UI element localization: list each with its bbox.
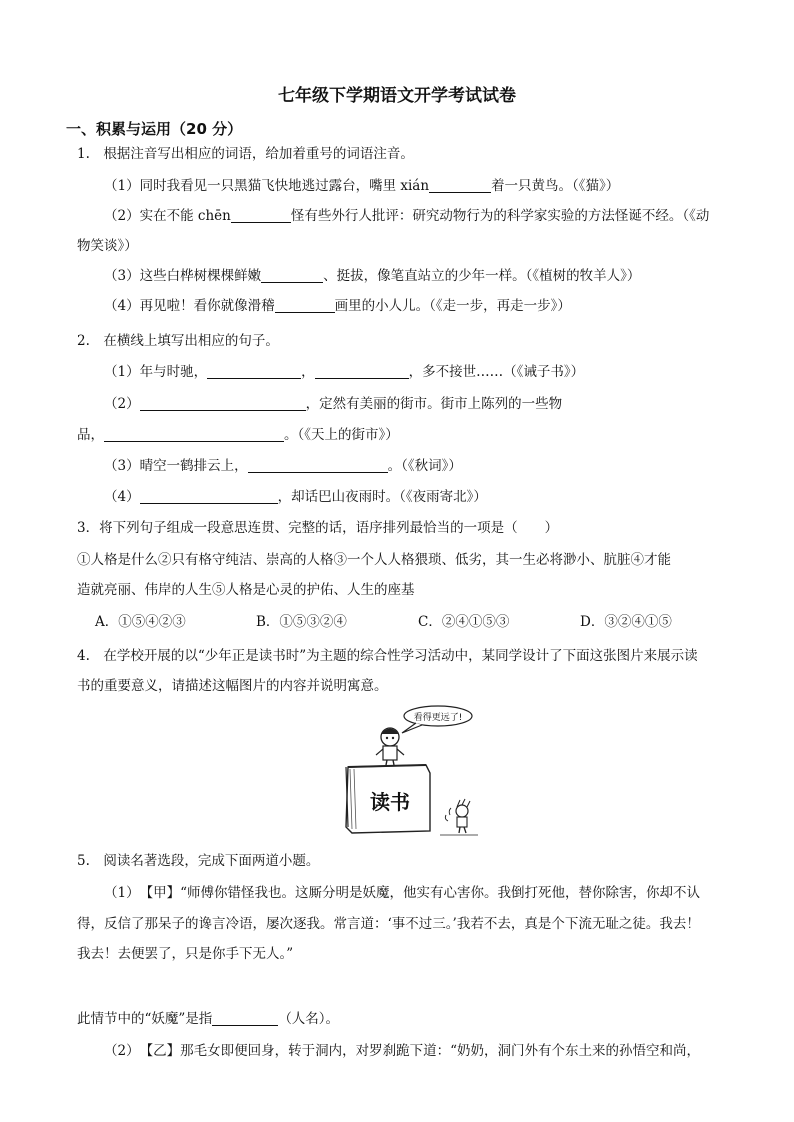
q2-item-1-comma: ， [301,364,315,380]
answer-blank[interactable] [140,488,278,504]
q1-item-3 [104,266,640,286]
question-1-stem: 1. 根据注音写出相应的词语，给加着重号的词语注音。 [77,146,414,162]
question-4-line-2: 书的重要意义，请描述这幅图片的内容并说明寓意。 [77,678,388,694]
question-3-stem: 3．将下列句子组成一段意思连贯、完整的话，语序排列最恰当的一项是（ ） [77,520,559,536]
q2-item-2-continued [77,425,399,445]
q2-item-1-text: （1）年与时驰， [104,364,208,380]
q2-item-2-text-end: ，定然有美丽的街市。街市上陈列的一些物 [305,396,563,412]
question-2-stem: 2. 在横线上填写出相应的句子。 [77,333,279,349]
reading-cartoon-image [330,703,480,838]
q1-item-3-text-end: 、挺拔，像笔直站立的少年一样。（《植树的牧羊人》） [323,268,641,284]
q5-question-1-text: 此情节中的“妖魔”是指 [77,1011,213,1027]
answer-blank[interactable] [231,207,291,223]
question-5-stem: 5. 阅读名著选段，完成下面两道小题。 [77,853,320,869]
q1-item-3-text: （3）这些白桦树棵棵鲜嫩 [104,268,262,284]
answer-blank[interactable] [261,267,323,283]
q5-question-1-text-end: （人名）。 [278,1011,340,1027]
q5-passage-1-line-3: 我去！去便罢了，只是你手下无人。” [77,946,294,962]
q2-item-4-text: （4） [104,489,140,505]
answer-blank[interactable] [207,363,301,379]
q2-item-2-text: （2） [104,396,140,412]
option-b[interactable]: B．①⑤③②④ [256,614,347,630]
q1-item-2-continued: 物笑谈》） [77,238,138,254]
q2-item-3-text: （3）晴空一鹤排云上， [104,458,248,474]
option-a[interactable]: A．①⑤④②③ [95,614,186,630]
option-c[interactable]: C．②④①⑤③ [418,614,510,630]
q2-item-3-text-end: 。（《秋词》） [387,458,462,474]
answer-blank[interactable] [275,297,335,313]
q2-item-2-cont-end: 。（《天上的街市》） [284,427,399,443]
option-d[interactable]: D．③②④①⑤ [580,614,672,630]
q2-item-1-text-end: ，多不接世……（《诫子书》） [408,364,585,380]
q2-item-1 [104,362,584,382]
page-title: 七年级下学期语文开学考试试卷 [278,86,516,106]
q1-item-2-text-end: 怪有些外行人批评：研究动物行为的科学家实验的方法怪诞不经。（《动 [290,208,710,224]
q1-item-1 [104,176,619,196]
q2-item-4 [104,487,487,507]
q2-item-3 [104,456,462,476]
q5-passage-1-line-1: （1） 【甲】“师傅你错怪我也。这厮分明是妖魔，他实有心害你。我倒打死他，替你除害，你却不认 [104,885,700,901]
q1-item-4-text: （4）再见啦！看你就像滑稽 [104,298,275,314]
q2-item-2 [104,394,562,414]
answer-blank[interactable] [140,395,306,411]
section-heading: 一、积累与运用（20 分） [66,120,243,138]
answer-blank[interactable] [315,363,409,379]
answer-blank[interactable] [429,177,491,193]
q2-item-2-cont-text: 品， [77,427,104,443]
q1-item-4-text-end: 画里的小人儿。（《走一步，再走一步》） [334,298,571,314]
q1-item-2 [104,206,709,226]
q3-sentences-line-2: 造就亮丽、伟岸的人生⑤人格是心灵的护佑、人生的座基 [77,582,415,598]
answer-blank[interactable] [248,457,388,473]
q5-passage-1-line-2: 得，反信了那呆子的谗言冷语，屡次逐我。常言道：‘事不过三。’我若不去，真是个下流无耻之徒。我去！ [77,916,700,932]
book-cover-text: 读书 [370,790,410,814]
question-4-line-1: 4. 在学校开展的以“少年正是读书时”为主题的综合性学习活动中，某同学设计了下面这张图片来展示读 [77,648,698,664]
q1-item-1-text: （1）同时我看见一只黑猫飞快地逃过露台，嘴里 xián [104,178,430,194]
q1-item-4 [104,296,571,316]
q1-item-1-text-end: 着一只黄鸟。（《猫》） [491,178,620,194]
q2-item-4-text-end: ，却话巴山夜雨时。（《夜雨寄北》） [277,489,487,505]
q5-question-1 [77,1009,339,1029]
speech-bubble-text: 看得更远了! [413,713,463,723]
q1-item-2-text: （2）实在不能 chēn [104,208,231,224]
answer-blank[interactable] [212,1010,278,1026]
q3-sentences-line-1: ①人格是什么②只有格守纯洁、崇高的人格③一个人人格猥琐、低劣，其一生必将渺小、肮脏④才能 [77,552,671,568]
q5-passage-2-line-1: （2） 【乙】那毛女即便回身，转于洞内，对罗刹跪下道：“奶奶，洞门外有个东土来的孙悟空和尚， [104,1043,700,1059]
answer-blank[interactable] [104,426,284,442]
